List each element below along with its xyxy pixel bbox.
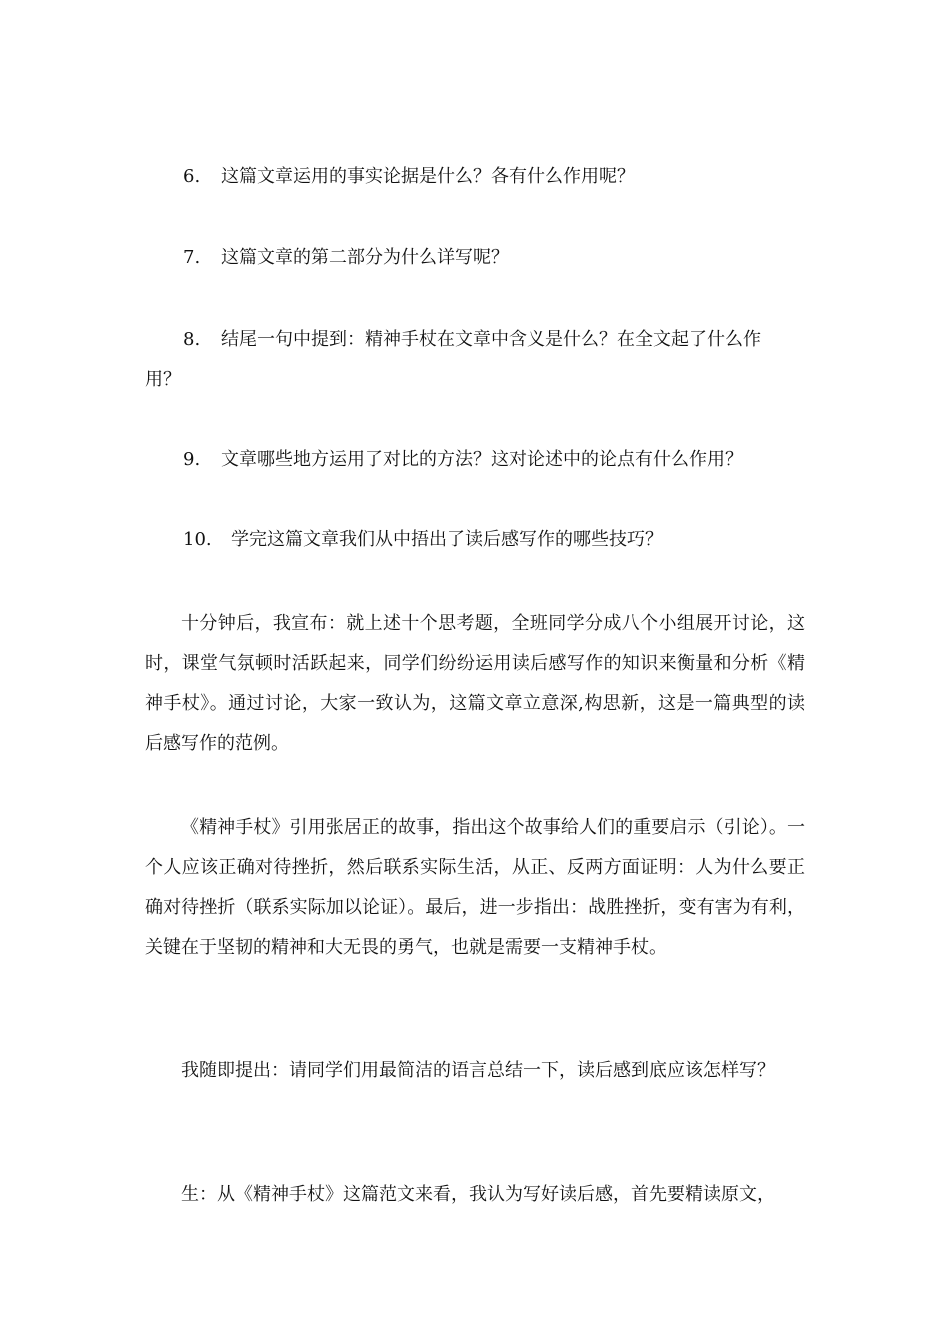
question-text: 文章哪些地方运用了对比的方法？这对论述中的论点有什么作用？: [221, 449, 743, 470]
question-number: 6.: [183, 166, 201, 187]
question-6: [145, 157, 805, 197]
question-text: 这篇文章运用的事实论据是什么？各有什么作用呢？: [221, 166, 635, 187]
question-text: 这篇文章的第二部分为什么详写呢？: [221, 247, 509, 268]
question-text: 学完这篇文章我们从中捂出了读后感写作的哪些技巧？: [231, 529, 663, 550]
question-8: [145, 320, 805, 360]
question-number: 9.: [183, 449, 201, 470]
question-text: 结尾一句中提到：精神手杖在文章中含义是什么？在全文起了什么作: [221, 329, 761, 350]
question-8-continuation: [145, 360, 805, 400]
question-9: [145, 440, 805, 480]
paragraph-student-answer: 生：从《精神手杖》这篇范文来看，我认为写好读后感，首先要精读原文，: [181, 1184, 775, 1205]
question-number: 10.: [183, 529, 212, 550]
paragraph-discussion: 十分钟后，我宣布：就上述十个思考题，全班同学分成八个小组展开讨论，这时，课堂气氛顿时活跃起来，同学们纷纷运用读后感写作的知识来衡量和分析《精神手杖》。通过讨论，大家一致认为，这篇文章立意深,构思新，这是一篇典型的读后感写作的范例。: [145, 613, 805, 754]
question-7: [145, 238, 805, 278]
paragraph-prompt: 我随即提出：请同学们用最简洁的语言总结一下，读后感到底应该怎样写？: [181, 1060, 775, 1081]
question-10: [145, 520, 805, 560]
paragraph-summary: 《精神手杖》引用张居正的故事，指出这个故事给人们的重要启示（引论）。一个人应该正确对待挫折，然后联系实际生活，从正、反两方面证明：人为什么要正确对待挫折（联系实际加以论证）。最后，进一步指出：战胜挫折，变有害为有利，关键在于坚韧的精神和大无畏的勇气，也就是需要一支精神手杖。: [145, 817, 805, 958]
question-number: 8.: [183, 329, 201, 350]
question-number: 7.: [183, 247, 201, 268]
question-text-cont: 用？: [145, 369, 181, 390]
